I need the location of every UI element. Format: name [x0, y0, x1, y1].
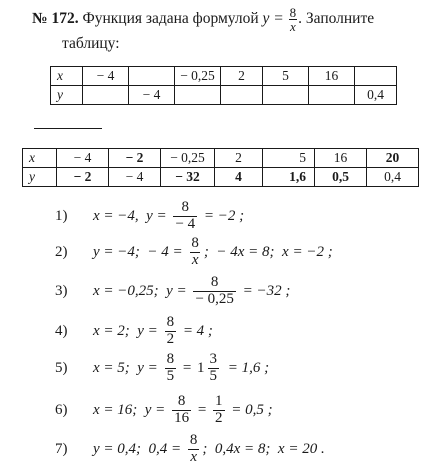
table-row [51, 86, 397, 105]
table-cell [83, 86, 129, 105]
table-cell: − 2 [109, 149, 161, 168]
fraction-denominator: 5 [209, 367, 218, 384]
fraction-denominator: 16 [174, 409, 190, 426]
solution-line [55, 394, 273, 427]
solution-index: 2) [55, 243, 68, 260]
table-cell: − 4 [83, 67, 129, 86]
fraction [208, 352, 220, 385]
fraction-denominator: 2 [166, 330, 175, 347]
fraction-numerator: 8 [166, 351, 175, 367]
solution-index: 3) [55, 282, 68, 299]
table-cell [263, 86, 309, 105]
problem-text-line2: таблицу: [62, 35, 120, 52]
fraction [193, 275, 235, 308]
solution-part: x = 16; y = [93, 401, 170, 418]
table-cell: 16 [315, 149, 367, 168]
table-cell: 5 [263, 67, 309, 86]
solution-part: x = −0,25; y = [93, 282, 191, 299]
fraction-denominator: x [191, 251, 199, 268]
fraction [165, 352, 177, 385]
solution-line [55, 275, 290, 308]
mixed-number [197, 352, 222, 385]
formula-denominator: x [289, 19, 296, 34]
fraction-numerator: 8 [191, 235, 199, 251]
table-cell: 16 [309, 67, 355, 86]
problem-text: Функция задана формулой [82, 10, 263, 28]
formula-numerator: 8 [289, 5, 297, 20]
problem-statement [32, 6, 432, 54]
solution-line [55, 315, 213, 348]
solution-index: 4) [55, 322, 68, 339]
table-cell: y [51, 86, 83, 105]
table-cell: 0,4 [355, 86, 397, 105]
table-cell: − 0,25 [161, 149, 215, 168]
fraction [213, 394, 225, 427]
formula-lhs: y = [262, 10, 288, 28]
solution-part: = −32 ; [238, 282, 291, 299]
answer-table [22, 148, 419, 187]
fraction [173, 200, 197, 233]
table-cell [175, 86, 221, 105]
solution-part: x = 2; y = [93, 322, 162, 339]
table-cell: − 4 [109, 168, 161, 187]
solution-index: 6) [55, 401, 68, 418]
fraction-denominator: x [190, 448, 197, 465]
table-cell: 2 [221, 67, 263, 86]
table-row [51, 67, 397, 86]
fraction-numerator: 8 [210, 274, 219, 290]
fraction [165, 315, 177, 348]
formula-fraction [289, 6, 298, 33]
table-row [23, 168, 419, 187]
table-cell: 0,4 [367, 168, 419, 187]
fraction [188, 433, 200, 466]
table-cell: 5 [263, 149, 315, 168]
solution-part: = 4 ; [179, 322, 213, 339]
solution-line [55, 236, 333, 269]
solution-index: 7) [55, 440, 68, 457]
table-cell [129, 67, 175, 86]
table-cell [309, 86, 355, 105]
fraction-numerator: 1 [215, 393, 223, 409]
fraction-denominator: 2 [215, 409, 223, 426]
table-cell: − 4 [57, 149, 109, 168]
problem-number: № 172. [32, 10, 79, 28]
solution-part: y = −4; − 4 = [93, 243, 187, 260]
problem-text-after: . Заполните [298, 10, 375, 28]
table-cell: 1,6 [263, 168, 315, 187]
solution-line [55, 433, 325, 466]
table-cell: 4 [215, 168, 263, 187]
fraction-numerator: 8 [166, 314, 175, 330]
blank-table [50, 66, 397, 105]
solution-part: y = 0,4; 0,4 = [93, 440, 185, 457]
mixed-whole: 1 [197, 359, 205, 376]
solution-line [55, 352, 269, 385]
table-row [23, 149, 419, 168]
table-cell: − 2 [57, 168, 109, 187]
fraction [189, 236, 201, 269]
fraction-numerator: 3 [209, 351, 218, 367]
solution-part: = 1,6 ; [224, 359, 270, 376]
solution-part: = −2 ; [200, 207, 245, 224]
fraction-denominator: 5 [166, 367, 175, 384]
table-cell [221, 86, 263, 105]
fraction-numerator: 8 [189, 432, 198, 448]
table-cell: 2 [215, 149, 263, 168]
solution-part: ; 0,4x = 8; x = 20 . [202, 440, 325, 457]
solution-part: = [194, 401, 211, 418]
table-cell: x [51, 67, 83, 86]
table-cell: − 32 [161, 168, 215, 187]
solution-part: x = −4, y = [93, 207, 171, 224]
fraction [172, 394, 191, 427]
table-cell: − 4 [129, 86, 175, 105]
equals-sign: = [179, 359, 196, 376]
fraction-denominator: − 4 [175, 215, 196, 232]
solution-part: = 0,5 ; [227, 401, 273, 418]
solution-index: 1) [55, 207, 68, 224]
fraction-denominator: − 0,25 [195, 290, 234, 307]
table-cell: − 0,25 [175, 67, 221, 86]
table-cell: x [23, 149, 57, 168]
table-cell [355, 67, 397, 86]
solution-part: x = 5; y = [93, 359, 162, 376]
solution-part: ; − 4x = 8; x = −2 ; [203, 243, 333, 260]
table-cell: y [23, 168, 57, 187]
separator-line [34, 128, 102, 129]
table-cell: 20 [367, 149, 419, 168]
solution-line [55, 200, 244, 233]
fraction-numerator: 8 [181, 199, 190, 215]
fraction-numerator: 8 [177, 393, 186, 409]
solution-index: 5) [55, 359, 68, 376]
table-cell: 0,5 [315, 168, 367, 187]
